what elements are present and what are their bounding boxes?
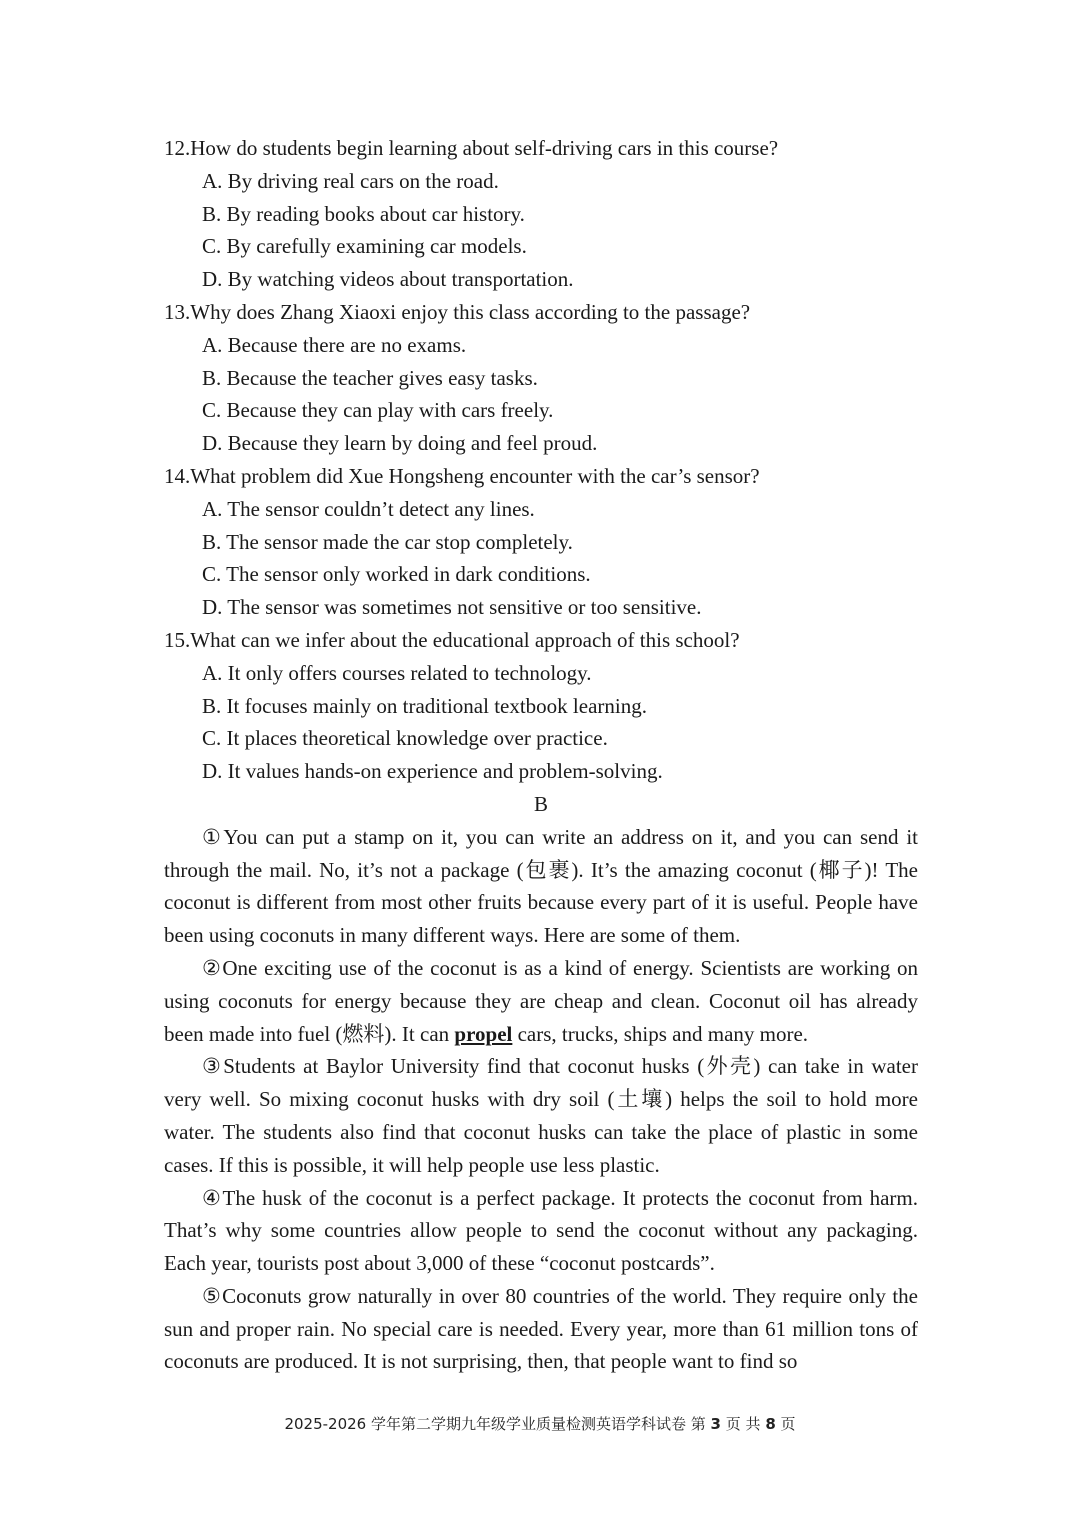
reading-passage bbox=[164, 821, 918, 1379]
page-current: 3 bbox=[710, 1415, 721, 1433]
page-footer bbox=[0, 1413, 1080, 1435]
page-mid: 页 共 bbox=[725, 1415, 761, 1433]
option-b: B. It focuses mainly on traditional textbook learning. bbox=[202, 693, 647, 718]
option-b: B. Because the teacher gives easy tasks. bbox=[202, 365, 538, 390]
option-d: D. By watching videos about transportation. bbox=[202, 267, 574, 292]
option-a: A. The sensor couldn’t detect any lines. bbox=[202, 496, 535, 521]
page-prefix: 第 bbox=[690, 1415, 706, 1433]
paragraph-3: ③Students at Baylor University find that coconut husks (外壳) can take in water very well. So mixing coconut husks with dry soil (土壤) helps the soil to hold more water. The students also find that coconut husks can take the place of plastic in some cases. If this is possible, it will help people use less plastic. bbox=[164, 1054, 918, 1177]
question-14 bbox=[164, 460, 918, 624]
section-heading: B bbox=[533, 791, 548, 816]
paragraph-4: ④The husk of the coconut is a perfect package. It protects the coconut from harm. That’s why some countries allow people to send the coconut without any packaging. Each year, tourists post about 3,000 of these “coconut postcards”. bbox=[164, 1185, 918, 1276]
paragraph-2-text-end: cars, trucks, ships and many more. bbox=[512, 1021, 809, 1046]
option-c: C. It places theoretical knowledge over practice. bbox=[202, 726, 608, 751]
option-a: A. Because there are no exams. bbox=[202, 332, 467, 357]
underlined-keyword: propel bbox=[454, 1021, 513, 1046]
exam-title: 2025-2026 学年第二学期九年级学业质量检测英语学科试卷 bbox=[284, 1415, 686, 1433]
question-stem: 13.Why does Zhang Xiaoxi enjoy this class according to the passage? bbox=[164, 299, 751, 324]
option-b: B. By reading books about car history. bbox=[202, 201, 525, 226]
option-d: D. The sensor was sometimes not sensitive or too sensitive. bbox=[202, 595, 702, 620]
exam-page-content bbox=[164, 132, 918, 1378]
option-d: D. It values hands-on experience and problem-solving. bbox=[202, 759, 663, 784]
option-a: A. By driving real cars on the road. bbox=[202, 168, 499, 193]
paragraph-2 bbox=[164, 952, 918, 1050]
question-12 bbox=[164, 132, 918, 296]
question-13 bbox=[164, 296, 918, 460]
question-stem: 15.What can we infer about the educational approach of this school? bbox=[164, 627, 740, 652]
option-c: C. The sensor only worked in dark conditions. bbox=[202, 562, 591, 587]
page-total: 8 bbox=[765, 1415, 776, 1433]
question-stem: 14.What problem did Xue Hongsheng encounter with the car’s sensor? bbox=[164, 463, 760, 488]
option-a: A. It only offers courses related to technology. bbox=[202, 660, 592, 685]
question-stem: 12.How do students begin learning about self-driving cars in this course? bbox=[164, 136, 779, 160]
question-15 bbox=[164, 624, 918, 788]
option-c: C. Because they can play with cars freely. bbox=[202, 398, 554, 423]
paragraph-2-text: ②One exciting use of the coconut is as a kind of energy. Scientists are working on using coconuts for energy because they are cheap and clean. Coconut oil has already been made into fuel (燃料). It can bbox=[164, 955, 918, 1046]
page-suffix: 页 bbox=[780, 1415, 796, 1433]
option-d: D. Because they learn by doing and feel proud. bbox=[202, 431, 598, 456]
paragraph-1: ①You can put a stamp on it, you can write an address on it, and you can send it through the mail. No, it’s not a package (包裹). It’s the amazing coconut (椰子)! The coconut is different from most other fruits because every part of it is useful. People have been using coconuts in many different ways. Here are some of them. bbox=[164, 824, 918, 948]
paragraph-5: ⑤Coconuts grow naturally in over 80 countries of the world. They require only the sun and proper rain. No special care is needed. Every year, more than 61 million tons of coconuts are produced. It is not surprising, then, that people want to find so bbox=[164, 1283, 918, 1374]
option-b: B. The sensor made the car stop completely. bbox=[202, 529, 573, 554]
option-c: C. By carefully examining car models. bbox=[202, 234, 527, 259]
